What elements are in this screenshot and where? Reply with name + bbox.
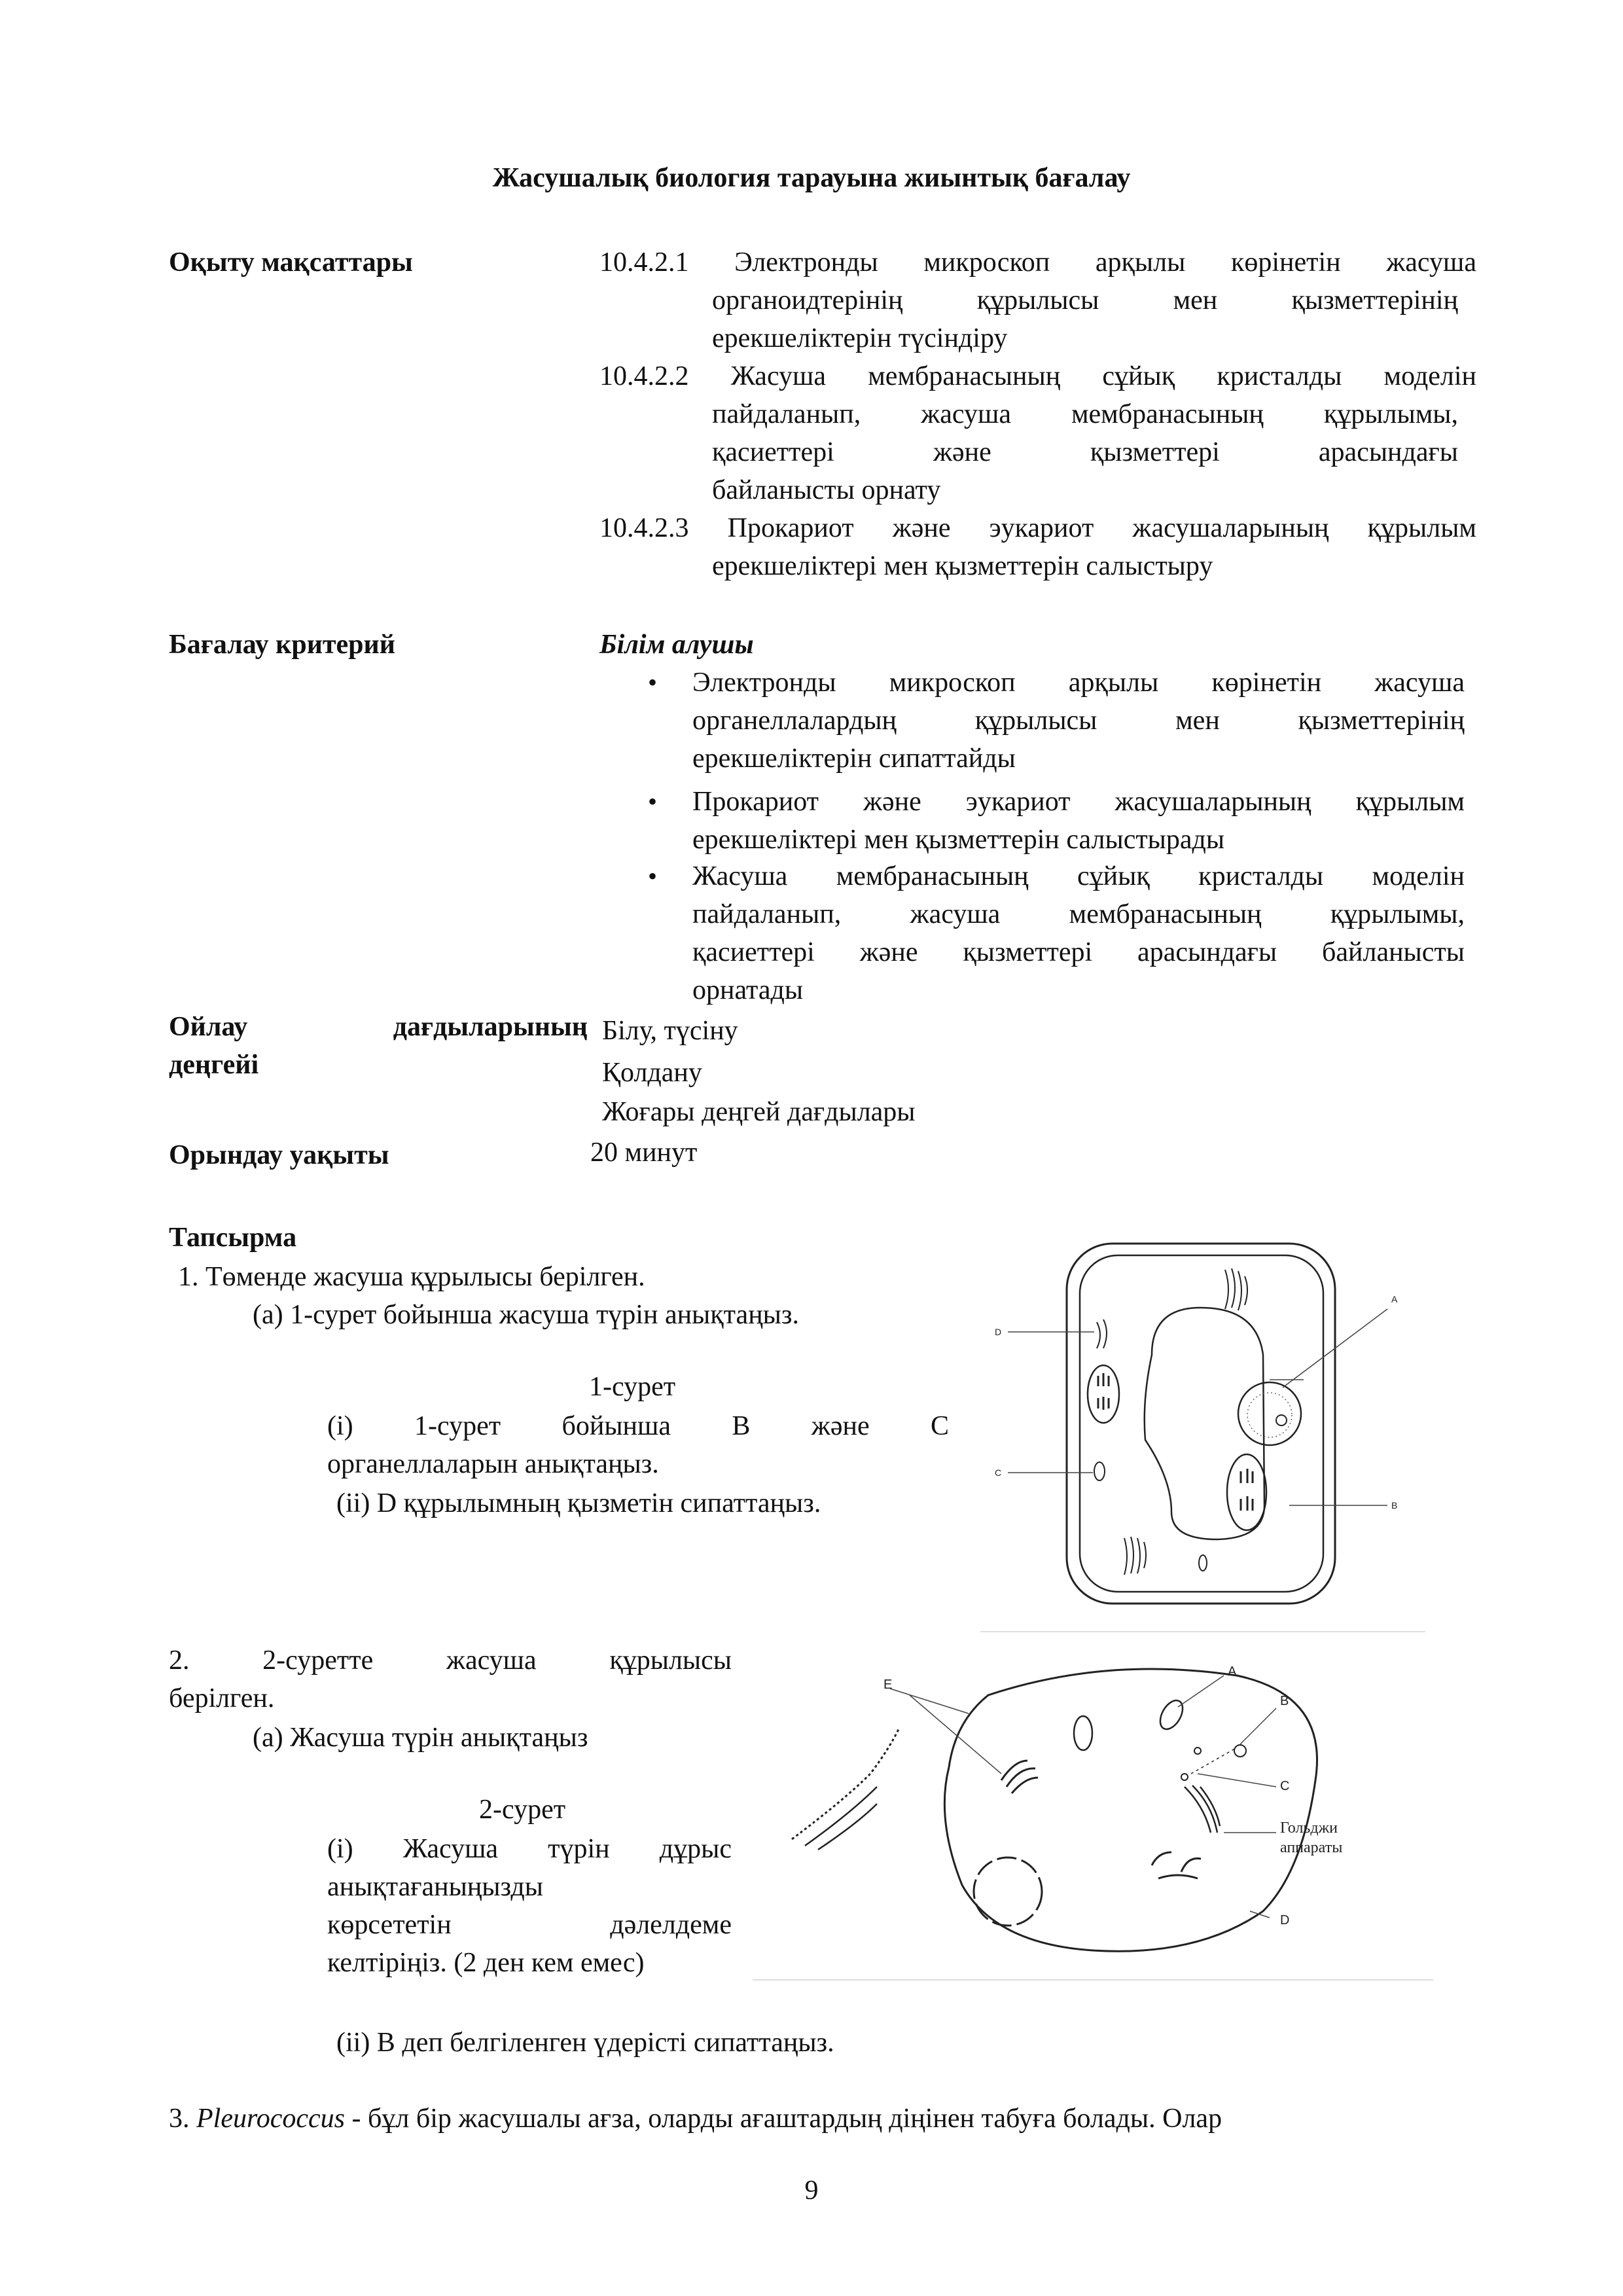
cell-membrane	[944, 1669, 1317, 1951]
mitochondrion	[1074, 1716, 1092, 1750]
time-label: Орындау уақыты	[169, 1140, 389, 1170]
figure-2-caption: 2-сурет	[479, 1795, 566, 1825]
time-value: 20 минут	[590, 1138, 698, 1168]
page-title: Жасушалық биология тарауына жиынтық бағалау	[492, 163, 1131, 193]
objective-code: 10.4.2.2	[599, 361, 689, 391]
transport-path	[1191, 1748, 1237, 1774]
criteria-bullet	[648, 857, 1465, 1009]
animal-cell-diagram	[753, 1636, 1440, 1977]
objective-2	[599, 357, 1476, 395]
question-1-i: (i) 1-сурет бойынша В және С	[327, 1411, 949, 1441]
figure-1-divider	[980, 1631, 1425, 1632]
question-2: 2. 2-суретте жасуша құрылысы	[169, 1645, 732, 1676]
objective-code: 10.4.2.1	[599, 247, 689, 278]
figure-2-label-c: C	[1280, 1779, 1290, 1793]
bullet-icon: •	[648, 787, 658, 816]
question-3	[169, 2100, 1465, 2138]
bullet-line: орнатады	[692, 975, 804, 1005]
question-2-i-cont: көрсететін дәлелдеме	[327, 1910, 732, 1940]
label-line-a	[1178, 1676, 1224, 1707]
task-heading: Тапсырма	[169, 1223, 297, 1253]
figure-2-label-a: A	[1228, 1664, 1237, 1679]
cell-membrane	[1080, 1255, 1323, 1592]
er-fragment	[1097, 1319, 1107, 1348]
objectives-label: Оқыту мақсаттары	[169, 247, 413, 278]
figure-2-animal-cell	[753, 1636, 1440, 1980]
vesicle	[1194, 1748, 1201, 1754]
figure-2-golgi-label-2: аппараты	[1280, 1839, 1343, 1856]
skill-level: Білу, түсіну	[602, 1016, 738, 1046]
figure-2-label-b: B	[1280, 1694, 1289, 1708]
nucleus-dots	[1247, 1393, 1292, 1437]
objective-line: байланысты орнату	[712, 475, 941, 505]
objective-line: қасиеттері және қызметтері арасындағы	[712, 437, 1458, 467]
question-1: 1. Төменде жасуша құрылысы берілген.	[178, 1262, 645, 1292]
cell-wall	[1067, 1244, 1335, 1604]
page-number: 9	[804, 2176, 819, 2206]
bullet-line: органеллалардың құрылысы мен қызметтерінің	[692, 706, 1465, 736]
bullet-line: пайдаланып, жасуша мембранасының құрылымы,	[692, 899, 1465, 929]
label-line-b	[1240, 1708, 1276, 1744]
objective-text: Электронды микроскоп арқылы көрінетін жасуша	[734, 247, 1476, 278]
objective-line: пайдаланып, жасуша мембранасының құрылымы,	[712, 399, 1458, 429]
criteria-bullet	[648, 783, 1465, 859]
question-2-i-cont: келтіріңіз. (2 ден кем емес)	[327, 1948, 645, 1978]
question-3-prefix: 3.	[169, 2104, 196, 2134]
nucleus	[974, 1857, 1042, 1926]
bullet-line: Электронды микроскоп арқылы көрінетін жасуша	[692, 668, 1465, 698]
chloroplast-b	[1227, 1454, 1266, 1530]
grana	[1098, 1373, 1109, 1410]
skills-label	[169, 1008, 588, 1084]
golgi-apparatus	[1185, 1785, 1220, 1833]
bullet-line: Прокариот және эукариот жасушаларының құрылым	[692, 787, 1465, 817]
label-line-c	[1198, 1774, 1276, 1787]
question-1-i-cont: органеллаларын анықтаңыз.	[327, 1449, 659, 1479]
figure-2-label-e: E	[883, 1677, 893, 1692]
objective-line: ерекшеліктері мен қызметтерін салыстыру	[712, 551, 1213, 581]
rough-er-fragment	[1152, 1852, 1201, 1878]
skill-level: Жоғары деңгей дағдылары	[602, 1097, 916, 1127]
bullet-line: ерекшеліктері мен қызметтерін салыстырады	[692, 825, 1225, 855]
criteria-bullet	[648, 664, 1465, 778]
figure-1-label-a: A	[1391, 1294, 1398, 1304]
bullet-icon: •	[648, 668, 658, 697]
bullet-line: ерекшеліктерін сипаттайды	[692, 744, 1016, 774]
endoplasmic-reticulum	[1225, 1268, 1247, 1310]
figure-2-divider	[753, 1979, 1433, 1981]
skills-label-word: Ойлау	[169, 1012, 248, 1042]
criteria-label: Бағалау критерий	[169, 630, 395, 660]
objective-text: Прокариот және эукариот жасушаларының құрылым	[727, 513, 1477, 543]
objective-text: Жасуша мембранасының сұйық кристалды моделін	[730, 361, 1476, 391]
figure-1-plant-cell	[982, 1230, 1427, 1613]
bullet-icon: •	[648, 861, 658, 891]
question-3-text: бұл бір жасушалы ағза, оларды ағаштардың діңінен табуға болады. Олар	[361, 2104, 1222, 2134]
plant-cell-diagram	[982, 1230, 1427, 1610]
criteria-subject: Білім алушы	[599, 630, 754, 660]
golgi	[1124, 1537, 1146, 1575]
rough-er-enlarged	[792, 1728, 899, 1839]
bullet-line: қасиеттері және қызметтері арасындағы байланысты	[692, 937, 1465, 967]
label-line-e	[890, 1689, 969, 1713]
mitochondrion	[1094, 1462, 1105, 1480]
grana-b	[1241, 1469, 1253, 1511]
question-2a: (а) Жасуша түрін анықтаңыз	[253, 1723, 588, 1753]
vesicle	[1181, 1774, 1188, 1780]
mitochondrion	[1156, 1696, 1187, 1733]
organism-name: Pleurococcus -	[196, 2104, 361, 2134]
objective-code: 10.4.2.3	[599, 513, 689, 543]
mitochondrion	[1199, 1555, 1207, 1571]
objective-1	[599, 243, 1476, 281]
figure-1-caption: 1-сурет	[589, 1372, 676, 1402]
question-2-cont: берілген.	[169, 1683, 275, 1713]
er	[1001, 1761, 1038, 1793]
skills-label-word: дағдыларының	[393, 1012, 588, 1042]
figure-2-golgi-label: Гольджи	[1280, 1820, 1338, 1837]
bullet-line: Жасуша мембранасының сұйық кристалды моделін	[692, 861, 1465, 891]
figure-1-label-b: B	[1391, 1500, 1398, 1511]
question-2-i: (i) Жасуша түрін дұрыс	[327, 1834, 732, 1864]
objective-3	[599, 509, 1476, 547]
label-line-e2	[910, 1695, 1001, 1774]
question-2-ii: (ii) В деп белгіленген үдерісті сипаттаңыз.	[336, 2028, 834, 2058]
question-2-i-cont: анықтағаныңызды	[327, 1872, 543, 1902]
figure-1-label-c: C	[995, 1467, 1002, 1478]
exocytosis-vesicle	[1234, 1745, 1246, 1757]
skills-label-line2: деңгейі	[169, 1050, 259, 1080]
figure-2-label-d: D	[1280, 1913, 1290, 1928]
figure-1-label-d: D	[995, 1327, 1002, 1337]
objective-line: органоидтерінің құрылысы мен қызметтерінің	[712, 285, 1458, 315]
rough-er-enlarged-2	[805, 1787, 877, 1850]
nucleolus	[1276, 1415, 1287, 1426]
skill-level: Қолдану	[602, 1058, 702, 1088]
objective-line: ерекшеліктерін түсіндіру	[712, 323, 1008, 353]
question-1a: (а) 1-сурет бойынша жасуша түрін анықтаңыз.	[253, 1300, 799, 1330]
question-1-ii: (ii) D құрылымның қызметін сипаттаңыз.	[336, 1488, 821, 1518]
